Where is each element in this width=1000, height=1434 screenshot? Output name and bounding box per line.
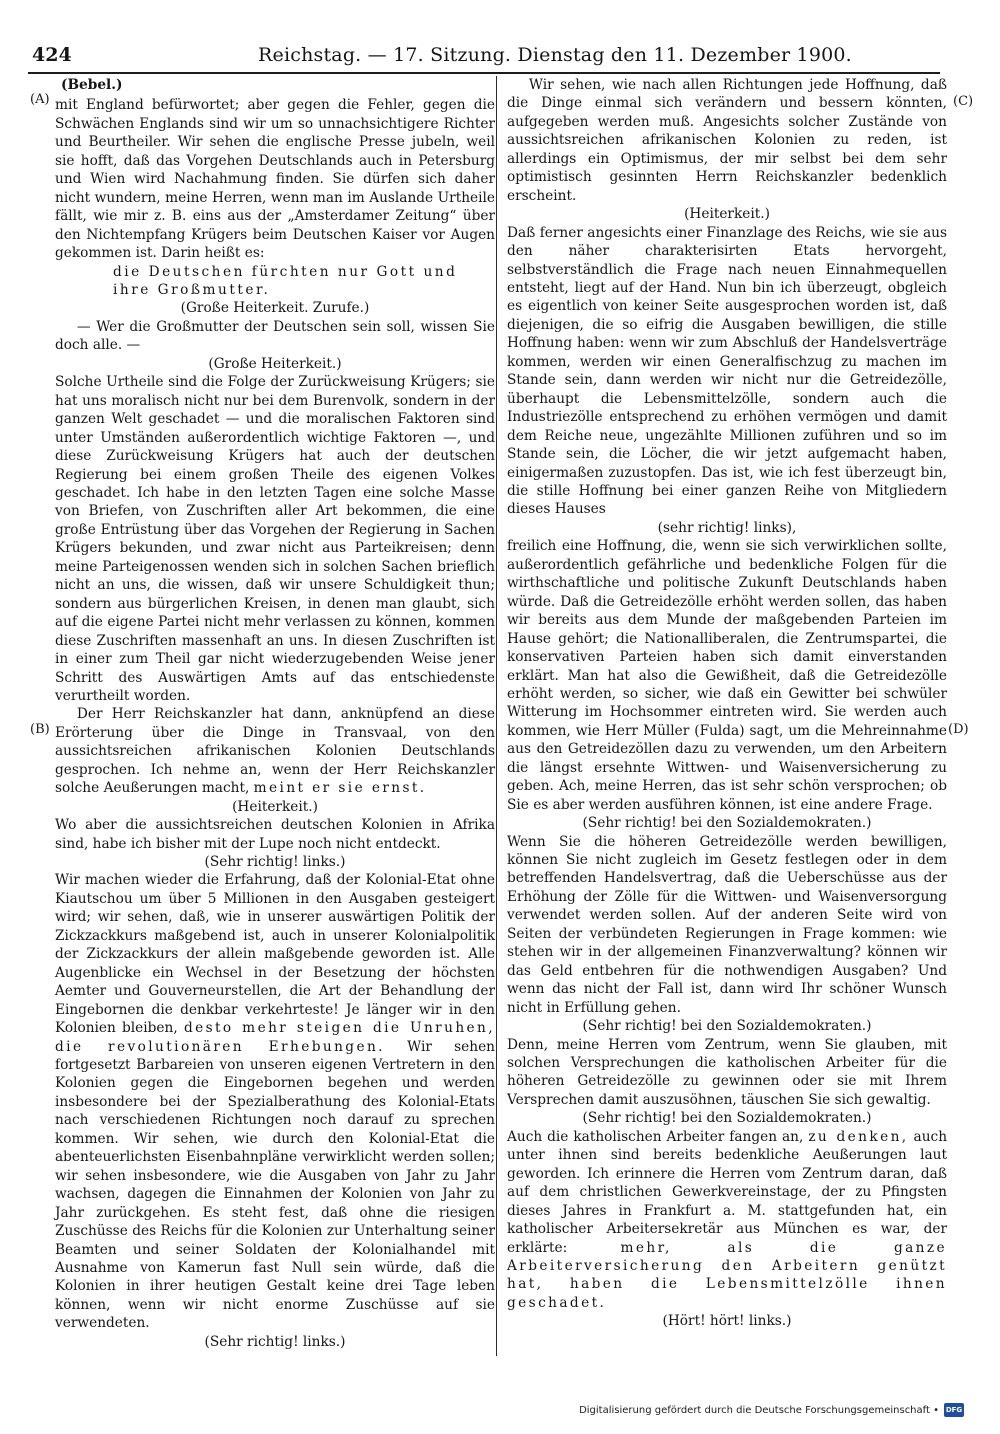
paragraph	[55, 871, 495, 1332]
reaction: (Sehr richtig! bei den Sozialdemokraten.)	[582, 815, 872, 832]
emphasis: meint er sie ernst.	[253, 780, 427, 797]
margin-marker-a: (A)	[30, 92, 50, 107]
paragraph: Solche Urtheile sind die Folge der Zurückweisung Krügers; sie hat uns moralisch nicht nur bei dem Burenvolk, sondern in der ganzen Welt geschadet — und die moralischen Faktoren sind unter Umständen außerordentlich wichtige Faktoren —, und diese Zurückweisung Krügers hat auch der deutschen Regierung bei einem großen Theile des eigenen Volkes geschadet. Ich habe in den letzten Tagen eine solche Masse von Briefen, von Zuschriften aller Art bekommen, die eine große Entrüstung über das Vorgehen der Regierung in Sachen Krügers bekunden, und zwar nicht aus Parteikreisen; denn meine Parteigenossen wenden sich in solchen Sachen brieflich nicht an uns, die wissen, daß wir unsere Schuldigkeit thun; sondern aus bürgerlichen Kreisen, in denen man glaubt, sich auf die eigene Partei nicht mehr verlassen zu können, kommen diese Zuschriften massenhaft an uns. In diesen Zuschriften ist in einer zum Theil gar nicht wiederzugebenden Weise jener Schritt des Auswärtigen Amts auf das entschiedenste verurtheilt worden.	[55, 374, 495, 704]
paragraph-text: Wir sehen fortgesetzt Barbareien von unseren eigenen Vertretern in den Kolonien gegen die Eingebornen begehen und werden insbesondere bei der Spezialberathung des Kolonial-Etats nach verschiedenen Richtungen noch darauf zu sprechen kommen. Wir sehen, wie durch den Kolonial-Etat die abenteuerlichsten Eisenbahnpläne verwirklicht werden sollen; wir sehen insbesondere, wie die Ausgaben von Jahr zu Jahr wachsen, dagegen die Einnahmen der Kolonien von Jahr zu Jahr zurückgehen. Es steht fest, daß ohne die riesigen Zuschüsse des Reichs für die Kolonien zur Unterhaltung seiner Beamten und seiner Soldaten der Kolonialhandel mit Ausnahme von Kamerun fast Null sein würde, daß die Kolonien in ihrer heutigen Gestalt keine drei Tage leben können, wenn wir nicht enorme Zuschüsse auf sie verwendeten.	[55, 1038, 495, 1332]
paragraph: Wo aber die aussichtsreichen deutschen Kolonien in Afrika sind, habe ich bisher mit der Lupe noch nicht entdeckt.	[55, 817, 495, 852]
reaction: (Große Heiterkeit.)	[208, 355, 342, 372]
reaction: (Große Heiterkeit. Zurufe.)	[180, 300, 370, 317]
block-quote: die Deutschen fürchten nur Gott und ihre Großmutter.	[113, 263, 458, 298]
right-column	[507, 76, 947, 1331]
paragraph: — Wer die Großmutter der Deutschen sein soll, wissen Sie doch alle. —	[55, 318, 495, 354]
paragraph-text: auch unter ihnen sind bereits bedenkliche Aeußerungen laut geworden. Ich erinnere die Herren vom Zentrum daran, daß auf dem christlichen Gewerkvereinstage, der zu Pfingsten dieses Jahres in Frankfurt a. M. stattgefunden hat, ein katholischer Arbeitersekretär aus München es war, der erklärte:	[507, 1128, 948, 1256]
left-column	[55, 76, 495, 1351]
paragraph-text: Wir machen wieder die Erfahrung, daß der Kolonial-Etat ohne Kiautschou um über 5 Millionen in den Ausgaben gesteigert wird; wir sehen, daß, wie in unserer auswärtigen Politik der Zickzackkurs maßgebend ist, auch in unserer Kolonialpolitik der Zickzackkurs der allein maßgebende geworden ist. Alle Augenblicke ein Wechsel in der Besetzung der höchsten Aemter und Gouverneurstellen, die Art der Behandlung der Eingebornen die denkbar verkehrteste! Je länger wir in den Kolonien bleiben,	[55, 872, 495, 1037]
reaction: (Sehr richtig! bei den Sozialdemokraten.)	[582, 1110, 872, 1127]
column-divider	[496, 76, 497, 1356]
reaction: (Hört! hört! links.)	[662, 1313, 792, 1330]
reaction: (Sehr richtig! bei den Sozialdemokraten.)	[582, 1018, 872, 1035]
reaction: (Heiterkeit.)	[684, 206, 770, 223]
emphasis: desto mehr steigen die Unruhen, die revolutionären Erhebungen.	[55, 1020, 495, 1055]
paragraph: Wenn Sie die höheren Getreidezölle werden bewilligen, können Sie nicht zugleich im Gesetz festlegen oder in dem betreffenden Handelsvertrag, daß die Ueberschüsse aus der Erhöhung der Zölle für die Wittwen- und Waisenversorgung verwendet werden sollen. Auf der anderen Seite wird von Seiten der verbündeten Regierungen in Frage kommen: wie stehen wir in der allgemeinen Finanzverwaltung? können wir das Geld entbehren für die nothwendigen Ausgaben? Und wenn das nicht der Fall ist, dann wird Ihr schöner Wunsch nicht in Erfüllung gehen.	[507, 833, 947, 1016]
margin-marker-b: (B)	[30, 722, 50, 737]
credit-text: Digitalisierung gefördert durch die Deutsche Forschungsgemeinschaft •	[579, 1404, 939, 1416]
emphasis: zu denken,	[808, 1128, 909, 1145]
running-head: Reichstag. — 17. Sitzung. Dienstag den 11. Dezember 1900.	[258, 44, 852, 66]
margin-marker-d: (D)	[948, 722, 969, 737]
paragraph: mit England befürwortet; aber gegen die Fehler, gegen die Schwächen Englands sind wir um so unnachsichtigere Richter und Beurtheiler. Wir sehen die englische Presse jubeln, weil sie hofft, daß das Vorgehen Deutschlands auch in Petersburg und Wien wird Nachahmung finden. Sie dürfen sich daher nicht wundern, meine Herren, wenn man im Auslande Urtheile fällt, wie mir z. B. eins aus der „Amsterdamer Zeitung“ über den Nichtempfang Krügers beim Deutschen Kaiser vor Augen gekommen ist. Darin heißt es:	[55, 97, 495, 262]
paragraph-text: Auch die katholischen Arbeiter fangen an,	[507, 1128, 804, 1145]
digitization-credit	[579, 1403, 964, 1417]
paragraph	[507, 1128, 947, 1313]
paragraph: Denn, meine Herren vom Zentrum, wenn Sie glauben, mit solchen Versprechungen die katholischen Arbeiter für die höheren Getreidezölle zu gewinnen oder sie mit Ihrem Versprechen damit auszusöhnen, täuschen Sie sich gewaltig.	[507, 1036, 947, 1108]
speaker-name: (Bebel.)	[61, 77, 123, 93]
reaction: (Sehr richtig! links.)	[204, 854, 346, 871]
emphasis: mehr, als die ganze Arbeiterversicherung den Arbeitern genützt hat, haben die Lebensmittelzölle ihnen geschadet.	[507, 1239, 947, 1311]
reaction: (Sehr richtig! links.)	[204, 1333, 346, 1350]
margin-marker-c: (C)	[953, 94, 974, 109]
paragraph	[55, 705, 495, 797]
reaction: (Heiterkeit.)	[232, 798, 318, 815]
dfg-logo-icon: DFG	[944, 1403, 964, 1417]
paragraph: freilich eine Hoffnung, die, wenn sie sich verwirklichen sollte, außerordentlich gefährliche und bedenkliche Folgen für die wirthschaftliche und politische Zukunft Deutschlands haben würde. Daß die Getreidezölle erhöht werden sollen, das haben wir bereits aus dem Munde der maßgebenden Parteien im Hause gehört; die Nationalliberalen, die Zentrumspartei, die konservativen Parteien haben sich damit einverstanden erklärt. Man hat also die Gewißheit, daß die Getreidezölle erhöht werden, so sicher, wie daß ein Gewitter bei schwüler Witterung im Hochsommer eintreten wird. Sie werden auch kommen, wie Herr Müller (Fulda) sagt, um die Mehreinnahme aus den Getreidezöllen dazu zu verwenden, um den Arbeitern die längst ersehnte Wittwen- und Waisenversicherung zu geben. Ach, meine Herren, das ist sehr schön versprochen; ob Sie es aber werden ausführen können, ist eine andere Frage.	[507, 538, 947, 813]
page-header	[28, 42, 940, 74]
paragraph: Daß ferner angesichts einer Finanzlage des Reichs, wie sie aus den näher charakterisirten Etats hervorgeht, selbstverständlich die Frage nach neuen Einnahmequellen entsteht, liegt auf der Hand. Nun bin ich überzeugt, obgleich es eigentlich von keiner Seite ausgesprochen worden ist, daß diejenigen, die so eifrig die Ausgaben bewilligen, die stille Hoffnung haben: wenn wir zum Abschluß der Handelsverträge kommen, werden wir einen Generalfischzug zu machen im Stande sein, dann werden wir nicht nur die Getreidezölle, überhaupt die Lebensmittelzölle, sondern auch die Industriezölle entsprechend zu erhöhen vermögen und damit dem Reiche neue, ungezählte Millionen zuführen und so im Stande sein, die Löcher, die wir jetzt aufgemacht haben, einigermaßen zuzustopfen. Das ist, wie ich fest überzeugt bin, die stille Hoffnung bei einer ganzen Reihe von Mitgliedern dieses Hauses	[507, 224, 947, 518]
paragraph: Wir sehen, wie nach allen Richtungen jede Hoffnung, daß die Dinge einmal sich verändern und bessern könnten, aufgegeben werden muß. Angesichts solcher Zustände von aussichtsreichen afrikanischen Kolonien zu reden, ist allerdings ein Optimismus, der mir selbst bei dem sehr optimistisch gesinnten Herrn Reichskanzler bedenklich erscheint.	[507, 77, 947, 204]
page-number: 424	[32, 44, 72, 66]
paragraph-text: Der Herr Reichskanzler hat dann, anknüpfend an diese Erörterung über die Dinge in Transvaal, von den aussichtsreichen afrikanischen Kolonien Deutschlands gesprochen. Ich nehme an, wenn der Herr Reichskanzler solche Aeußerungen macht,	[55, 706, 495, 797]
reaction: (sehr richtig! links),	[657, 519, 797, 536]
